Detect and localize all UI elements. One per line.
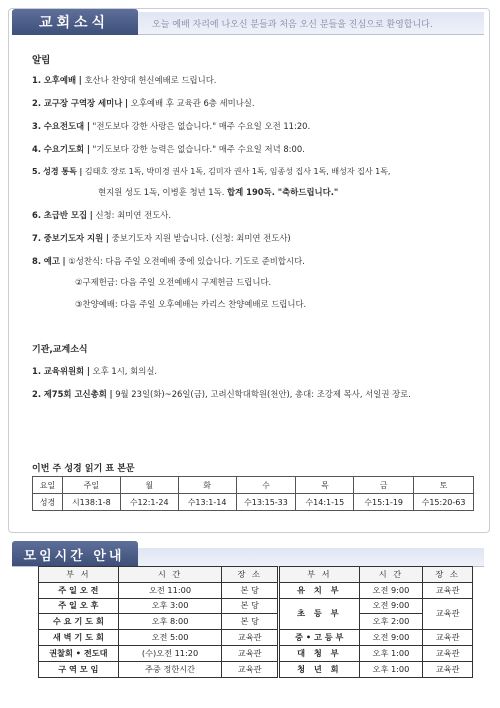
- time-cell: (수)오전 11:20: [118, 645, 222, 661]
- notice-separator: |: [78, 75, 82, 85]
- meetings-header-row: [280, 567, 473, 583]
- notice-body-line2: 현지원 성도 1독, 이병훈 청년 1독.: [98, 187, 225, 197]
- time-cell: 오후 1:00: [359, 645, 423, 661]
- notice-separator: |: [79, 167, 83, 176]
- reading-header-cell: 금: [354, 477, 414, 494]
- reading-cell: 수15:20-63: [414, 494, 474, 511]
- institution-item: [32, 388, 411, 400]
- notice-separator: |: [89, 210, 93, 220]
- notice-title: 중보기도자 지원: [43, 233, 104, 243]
- meetings-row: [39, 630, 278, 646]
- institution-separator: |: [109, 389, 113, 399]
- notice-title: 성경 통독: [43, 167, 77, 176]
- reading-cell: 성경: [33, 494, 63, 511]
- notice-number: 7.: [32, 233, 42, 243]
- time-cell: 오후 2:00: [359, 614, 423, 630]
- notice-item-continued: [98, 186, 338, 198]
- notice-body: "전도보다 강한 사랑은 없습니다." 매주 수요일 오전 11:20.: [92, 121, 311, 131]
- institution-body: 오후 1시, 회의실.: [92, 366, 158, 376]
- reading-heading: 이번 주 성경 읽기 표 본문: [32, 464, 135, 474]
- notice-number: 8.: [32, 256, 42, 266]
- notice-body: 오후예배 후 교육관 6층 세미나실.: [130, 98, 255, 108]
- institution-body: 9월 23일(화)~26일(금), 고려신학대학원(천안), 총대: 조강제 목사, 서일권 장로.: [115, 389, 411, 399]
- meetings-row: [280, 598, 473, 614]
- reading-header-cell: 화: [178, 477, 236, 494]
- time-cell: 오후 8:00: [118, 614, 222, 630]
- notice-separator: |: [86, 121, 90, 131]
- notice-title: 예고: [43, 256, 60, 266]
- place-cell: 교육관: [423, 645, 473, 661]
- notices-heading: 알림: [32, 55, 51, 66]
- place-cell: 교육관: [423, 598, 473, 630]
- institutions-heading: 기관,교계소식: [32, 345, 88, 355]
- church-news-title: 교회소식: [38, 15, 110, 31]
- bible-reading-table: [32, 476, 474, 511]
- meetings-row: [39, 645, 278, 661]
- notice-number: 5.: [32, 167, 41, 176]
- dept-cell: 유 치 부: [280, 582, 360, 598]
- notice-body: 중보기도자 지원 받습니다. (신청: 최미연 전도사): [111, 233, 291, 243]
- dept-cell: 대 청 부: [280, 645, 360, 661]
- reading-cell: 수13:15-33: [236, 494, 296, 511]
- notice-separator: |: [86, 144, 90, 154]
- meetings-row: [280, 645, 473, 661]
- notice-item-continued: ②구제헌금: 다음 주일 오전예배시 구제헌금 드립니다.: [75, 277, 272, 287]
- place-cell: 본 당: [222, 582, 278, 598]
- notice-item: [32, 120, 310, 132]
- meetings-header-cell: 부 서: [39, 567, 119, 583]
- dept-cell: 주 일 오 후: [39, 598, 119, 614]
- time-cell: 오전 9:00: [359, 598, 423, 614]
- place-cell: 교육관: [423, 661, 473, 677]
- notice-separator: |: [105, 233, 109, 243]
- reading-header-row: [33, 477, 474, 494]
- meetings-title: 모임시간 안내: [23, 549, 125, 564]
- notice-number: 6.: [32, 210, 42, 220]
- time-cell: 오후 1:00: [359, 661, 423, 677]
- institution-number: 1.: [32, 366, 42, 376]
- time-cell: 오전 9:00: [359, 630, 423, 646]
- notice-number: 4.: [32, 144, 42, 154]
- place-cell: 본 당: [222, 598, 278, 614]
- dept-cell: 초 등 부: [280, 598, 360, 630]
- notice-item: [32, 143, 305, 155]
- reading-cell: 수12:1-24: [120, 494, 178, 511]
- notice-body: "기도보다 강한 능력은 없습니다." 매주 수요일 저녁 8:00.: [92, 144, 305, 154]
- notice-number: 2.: [32, 98, 42, 108]
- notice-item: [32, 97, 255, 109]
- time-cell: 오전 5:00: [118, 630, 222, 646]
- meetings-header-cell: 장 소: [222, 567, 278, 583]
- meetings-header-cell: 장 소: [423, 567, 473, 583]
- meetings-row: [280, 630, 473, 646]
- reading-cell: 수14:1-15: [296, 494, 354, 511]
- reading-cell: 시138:1-8: [62, 494, 120, 511]
- meetings-row: [39, 661, 278, 677]
- place-cell: 교육관: [222, 645, 278, 661]
- reading-header-cell: 목: [296, 477, 354, 494]
- notice-title: 초급반 모집: [43, 210, 88, 220]
- place-cell: 교육관: [423, 630, 473, 646]
- meetings-row: [280, 582, 473, 598]
- welcome-subtitle: 오늘 예배 자리에 나오신 분들과 처음 오신 분들을 진심으로 환영합니다.: [152, 20, 433, 30]
- meetings-header-cell: 부 서: [280, 567, 360, 583]
- meetings-row: [39, 598, 278, 614]
- notice-body: 호산나 찬양대 헌신예배로 드립니다.: [84, 75, 217, 85]
- notice-body: ①성찬식: 다음 주일 오전예배 중에 있습니다. 기도로 준비합시다.: [68, 256, 305, 266]
- notice-item: [32, 74, 216, 86]
- meetings-row: [280, 661, 473, 677]
- place-cell: 교육관: [222, 630, 278, 646]
- reading-header-cell: 수: [236, 477, 296, 494]
- notice-item-continued: ③찬양예배: 다음 주일 오후예배는 카리스 찬양예배로 드립니다.: [75, 299, 307, 309]
- institution-title: 제75회 고신총회: [43, 389, 107, 399]
- reading-cell: 수13:1-14: [178, 494, 236, 511]
- time-cell: 주중 정한시간: [118, 661, 222, 677]
- notice-item: [32, 166, 390, 177]
- place-cell: 교육관: [222, 661, 278, 677]
- dept-cell: 주 일 오 전: [39, 582, 119, 598]
- reading-header-cell: 토: [414, 477, 474, 494]
- reading-header-cell: 주일: [62, 477, 120, 494]
- meetings-header-cell: 시 간: [118, 567, 222, 583]
- notice-title: 수요전도대: [43, 121, 85, 131]
- reading-header-cell: 월: [120, 477, 178, 494]
- notice-body: 신청: 최미연 전도사.: [95, 210, 171, 220]
- dept-cell: 새 벽 기 도 회: [39, 630, 119, 646]
- time-cell: 오후 3:00: [118, 598, 222, 614]
- place-cell: 교육관: [423, 582, 473, 598]
- notice-title: 교구장 구역장 세미나: [43, 98, 123, 108]
- church-news-frame: [8, 8, 490, 533]
- notice-item: [32, 209, 171, 221]
- meetings-header-row: [39, 567, 278, 583]
- notice-separator: |: [125, 98, 129, 108]
- notice-number: 1.: [32, 75, 42, 85]
- meetings-table-right: [279, 566, 473, 678]
- dept-cell: 수 요 기 도 회: [39, 614, 119, 630]
- meetings-header-cell: 시 간: [359, 567, 423, 583]
- meetings-row: [39, 614, 278, 630]
- meetings-table-left: [38, 566, 278, 678]
- notice-title: 오후예배: [43, 75, 77, 85]
- time-cell: 오전 11:00: [118, 582, 222, 598]
- place-cell: 본 당: [222, 614, 278, 630]
- meetings-row: [39, 582, 278, 598]
- institution-item: [32, 365, 157, 377]
- dept-cell: 권찰회 • 전도대: [39, 645, 119, 661]
- reading-header-cell: 요일: [33, 477, 63, 494]
- dept-cell: 구 역 모 임: [39, 661, 119, 677]
- reading-row: [33, 494, 474, 511]
- notice-total: 합계 190독. "축하드립니다.": [227, 187, 339, 197]
- institution-title: 교육위원회: [43, 366, 85, 376]
- notice-item: [32, 255, 305, 267]
- time-cell: 오전 9:00: [359, 582, 423, 598]
- notice-number: 3.: [32, 121, 42, 131]
- institution-number: 2.: [32, 389, 42, 399]
- reading-cell: 수15:1-19: [354, 494, 414, 511]
- notice-body: 김태호 장로 1독, 박미경 권사 1독, 김미자 권사 1독, 임종성 집사 1독, 배성자 집사 1독,: [84, 167, 391, 176]
- notice-item: [32, 232, 291, 244]
- dept-cell: 청 년 회: [280, 661, 360, 677]
- notice-separator: |: [62, 256, 66, 266]
- institution-separator: |: [86, 366, 90, 376]
- dept-cell: 중 • 고 등 부: [280, 630, 360, 646]
- notice-title: 수요기도회: [43, 144, 85, 154]
